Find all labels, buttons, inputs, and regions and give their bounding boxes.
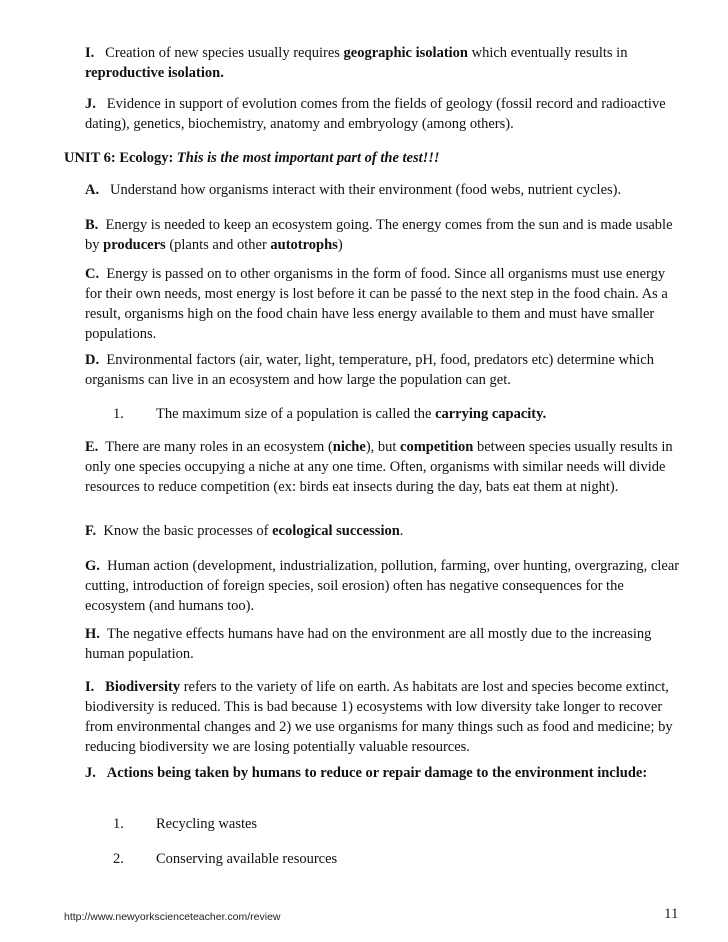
unit-heading: UNIT 6: Ecology: This is the most important part of the test!!! (64, 150, 440, 166)
sublist-number: 2. (113, 851, 124, 867)
sublist-number: 1. (113, 816, 124, 832)
item-label: F. (85, 523, 97, 539)
item-C: C. Energy is passed on to other organisms in the form of food. Since all organisms must use energy for their own needs, most energy is lost before it can be passé to the next step in the food chain. As a result, organisms high on the food chain have less energy available to them and must have smaller populations. (85, 266, 668, 342)
item-label: J. (85, 96, 96, 112)
subitem-carrying-capacity: The maximum size of a population is called the carrying capacity. (156, 406, 547, 422)
item-F: F. Know the basic processes of ecological succession. (85, 523, 404, 539)
subitem-conserving: Conserving available resources (156, 851, 338, 867)
item-label: H. (85, 626, 100, 642)
item-label: B. (85, 217, 99, 233)
item-label: C. (85, 266, 100, 282)
item-A: A. Understand how organisms interact with their environment (food webs, nutrient cycles). (85, 182, 622, 198)
item-I-speciation: I. Creation of new species usually requires geographic isolation which eventually results in reproductive isolation. (85, 45, 628, 81)
item-D: D. Environmental factors (air, water, light, temperature, pH, food, predators etc) determine which organisms can live in an ecosystem and how large the population can get. (85, 352, 654, 388)
item-E: E. There are many roles in an ecosystem (niche), but competition between species usually results in only one species occupying a niche at any one time. Often, organisms with similar needs will divide resources to reduce competition (ex: birds eat insects during the day, bats eat them at night). (85, 439, 673, 495)
item-label: I. (85, 45, 95, 61)
item-H: H. The negative effects humans have had on the environment are all mostly due to the increasing human population. (85, 626, 652, 662)
item-J-evidence: J. Evidence in support of evolution comes from the fields of geology (fossil record and radioactive dating), genetics, biochemistry, anatomy and embryology (among others). (85, 96, 666, 132)
item-label: A. (85, 182, 100, 198)
sublist-number: 1. (113, 406, 124, 422)
page-number: 11 (664, 906, 679, 922)
item-label: J. (85, 765, 96, 781)
item-B: B. Energy is needed to keep an ecosystem going. The energy comes from the sun and is made usable by producers (plants and other autotrophs) (85, 217, 673, 253)
footer-url: http://www.newyorkscienceteacher.com/review (64, 911, 281, 923)
item-G: G. Human action (development, industrialization, pollution, farming, over hunting, overgrazing, clear cutting, introduction of foreign species, soil erosion) often has negative consequences for the ecosystem (and humans too). (85, 558, 680, 614)
item-label: D. (85, 352, 100, 368)
item-label: I. (85, 679, 95, 695)
subitem-recycling: Recycling wastes (156, 816, 258, 832)
item-label: E. (85, 439, 99, 455)
item-J-actions: J. Actions being taken by humans to reduce or repair damage to the environment include: (85, 765, 648, 781)
item-label: G. (85, 558, 100, 574)
item-I-biodiversity: I. Biodiversity refers to the variety of life on earth. As habitats are lost and species become extinct, biodiversity is reduced. This is bad because 1) ecosystems with low diversity take longer to recover from environmental changes and 2) we use organisms for many things such as food and medicine; by reducing biodiversity we are losing potentially valuable resources. (85, 679, 673, 755)
